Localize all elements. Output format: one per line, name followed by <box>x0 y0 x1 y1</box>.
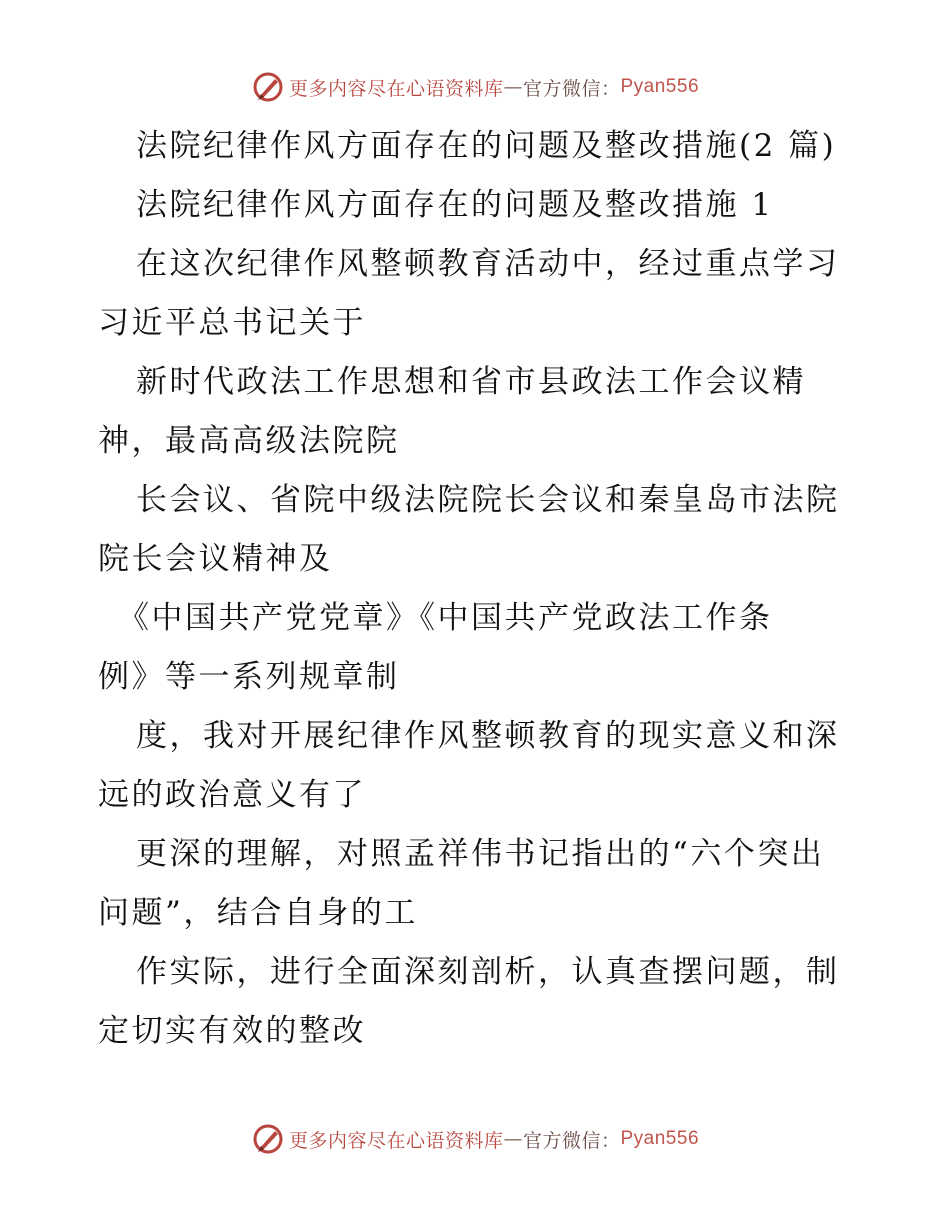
paragraph-line: 习近平总书记关于 <box>98 305 366 341</box>
banner-main-text: 更多内容尽在心语资料库 <box>288 77 504 100</box>
banner-wechat-id: Pyan556 <box>620 1128 700 1149</box>
paragraph-line: 在这次纪律作风整顿教育活动中，经过重点学习 <box>136 246 840 282</box>
paragraph-line: 长会议、省院中级法院院长会议和秦皇岛市法院 <box>136 482 840 518</box>
paragraph-line: 《中国共产党党章》《中国共产党政法工作条 <box>118 600 773 636</box>
paragraph-line: 度，我对开展纪律作风整顿教育的现实意义和深 <box>136 718 840 754</box>
document-title: 法院纪律作风方面存在的问题及整改措施(2 篇) <box>136 128 837 164</box>
banner-dash: — <box>503 1128 523 1150</box>
paragraph-line: 作实际，进行全面深刻剖析，认真查摆问题，制 <box>136 954 840 990</box>
paragraph-line: 神，最高高级法院院 <box>98 423 400 459</box>
footer-banner <box>0 1122 950 1156</box>
section-heading: 法院纪律作风方面存在的问题及整改措施 1 <box>136 187 774 223</box>
banner-main-text: 更多内容尽在心语资料库 <box>288 1129 504 1152</box>
pen-logo-icon <box>251 1122 285 1156</box>
header-banner <box>0 70 950 104</box>
paragraph-line: 例》等一系列规章制 <box>98 659 400 695</box>
paragraph-line: 院长会议精神及 <box>98 541 333 577</box>
paragraph-line: 新时代政法工作思想和省市县政法工作会议精 <box>136 364 806 400</box>
paragraph-line: 远的政治意义有了 <box>98 777 366 813</box>
document-body <box>98 117 858 1061</box>
paragraph-line: 定切实有效的整改 <box>98 1013 366 1049</box>
banner-wechat-label: 官方微信： <box>522 77 621 100</box>
banner-wechat-label: 官方微信： <box>522 1129 621 1152</box>
paragraph-line: 更深的理解，对照孟祥伟书记指出的“六个突出 <box>136 836 825 872</box>
banner-wechat-id: Pyan556 <box>620 76 700 97</box>
paragraph-line: 问题”，结合自身的工 <box>98 895 418 931</box>
pen-logo-icon <box>251 70 285 104</box>
banner-dash: — <box>503 76 523 98</box>
